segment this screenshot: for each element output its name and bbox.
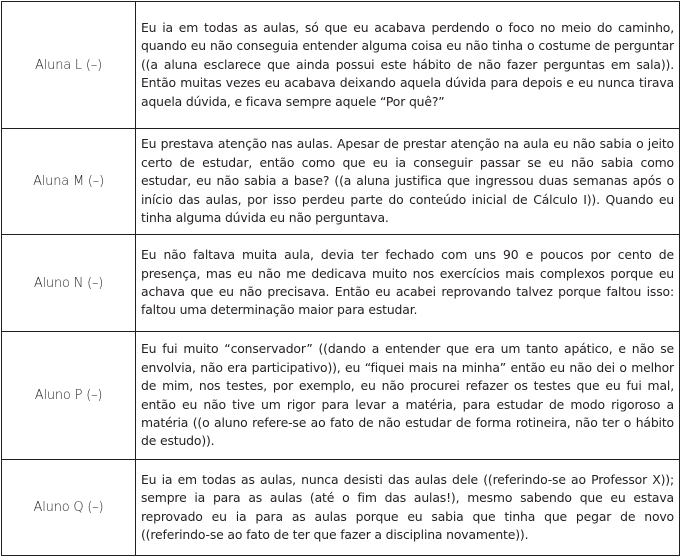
student-statement: Eu fui muito “conservador” ((dando a entender que era um tanto apático, e não se envolvia, não era participativo)), eu “fiquei mais na minha” então eu não dei o melhor de mim, nos testes, por exemplo, eu não procurei refazer os testes que eu fui mal, então eu não tive um rigor para levar a matéria, para estudar de modo rigoroso a matéria ((o aluno refere-se ao fato de não estudar de forma rotineira, não ter o hábito de estudo)). [136, 332, 680, 460]
student-label: Aluna L (–) [2, 2, 136, 129]
student-label: Aluno P (–) [2, 332, 136, 460]
table-row [2, 460, 680, 556]
student-statement: Eu ia em todas as aulas, nunca desisti das aulas dele ((referindo-se ao Professor X)); sempre ia para as aulas (até o fim das aulas!), mesmo sabendo que eu estava reprovado eu ia para as aulas porque eu sabia que tinha que pegar de novo ((referindo-se ao fato de ter que fazer a disciplina novamente)). [136, 460, 680, 556]
student-label: Aluna M (–) [2, 129, 136, 235]
student-statement: Eu não faltava muita aula, devia ter fechado com uns 90 e poucos por cento de presença, mas eu não me dedicava muito nos exercícios mais complexos porque eu achava que eu não precisava. Então eu acabei reprovando talvez porque faltou isso: faltou uma determinação maior para estudar. [136, 235, 680, 332]
table-body [2, 2, 680, 556]
student-label: Aluno N (–) [2, 235, 136, 332]
interview-excerpts-table [1, 1, 680, 556]
student-statement: Eu ia em todas as aulas, só que eu acabava perdendo o foco no meio do caminho, quando eu não conseguia entender alguma coisa eu não tinha o costume de perguntar ((a aluna esclarece que ainda possui este hábito de não fazer perguntas em sala)). Então muitas vezes eu acabava deixando aquela dúvida para depois e eu nunca tirava aquela dúvida, e ficava sempre aquele “Por quê?” [136, 2, 680, 129]
student-label: Aluno Q (–) [2, 460, 136, 556]
table-row [2, 235, 680, 332]
table-row [2, 2, 680, 129]
table-row [2, 129, 680, 235]
student-statement: Eu prestava atenção nas aulas. Apesar de prestar atenção na aula eu não sabia o jeito certo de estudar, então como que eu ia conseguir passar se eu não sabia como estudar, eu não sabia a base? ((a aluna justifica que ingressou duas semanas após o início das aulas, por isso perdeu parte do conteúdo inicial de Cálculo I)). Quando eu tinha alguma dúvida eu não perguntava. [136, 129, 680, 235]
table-row [2, 332, 680, 460]
